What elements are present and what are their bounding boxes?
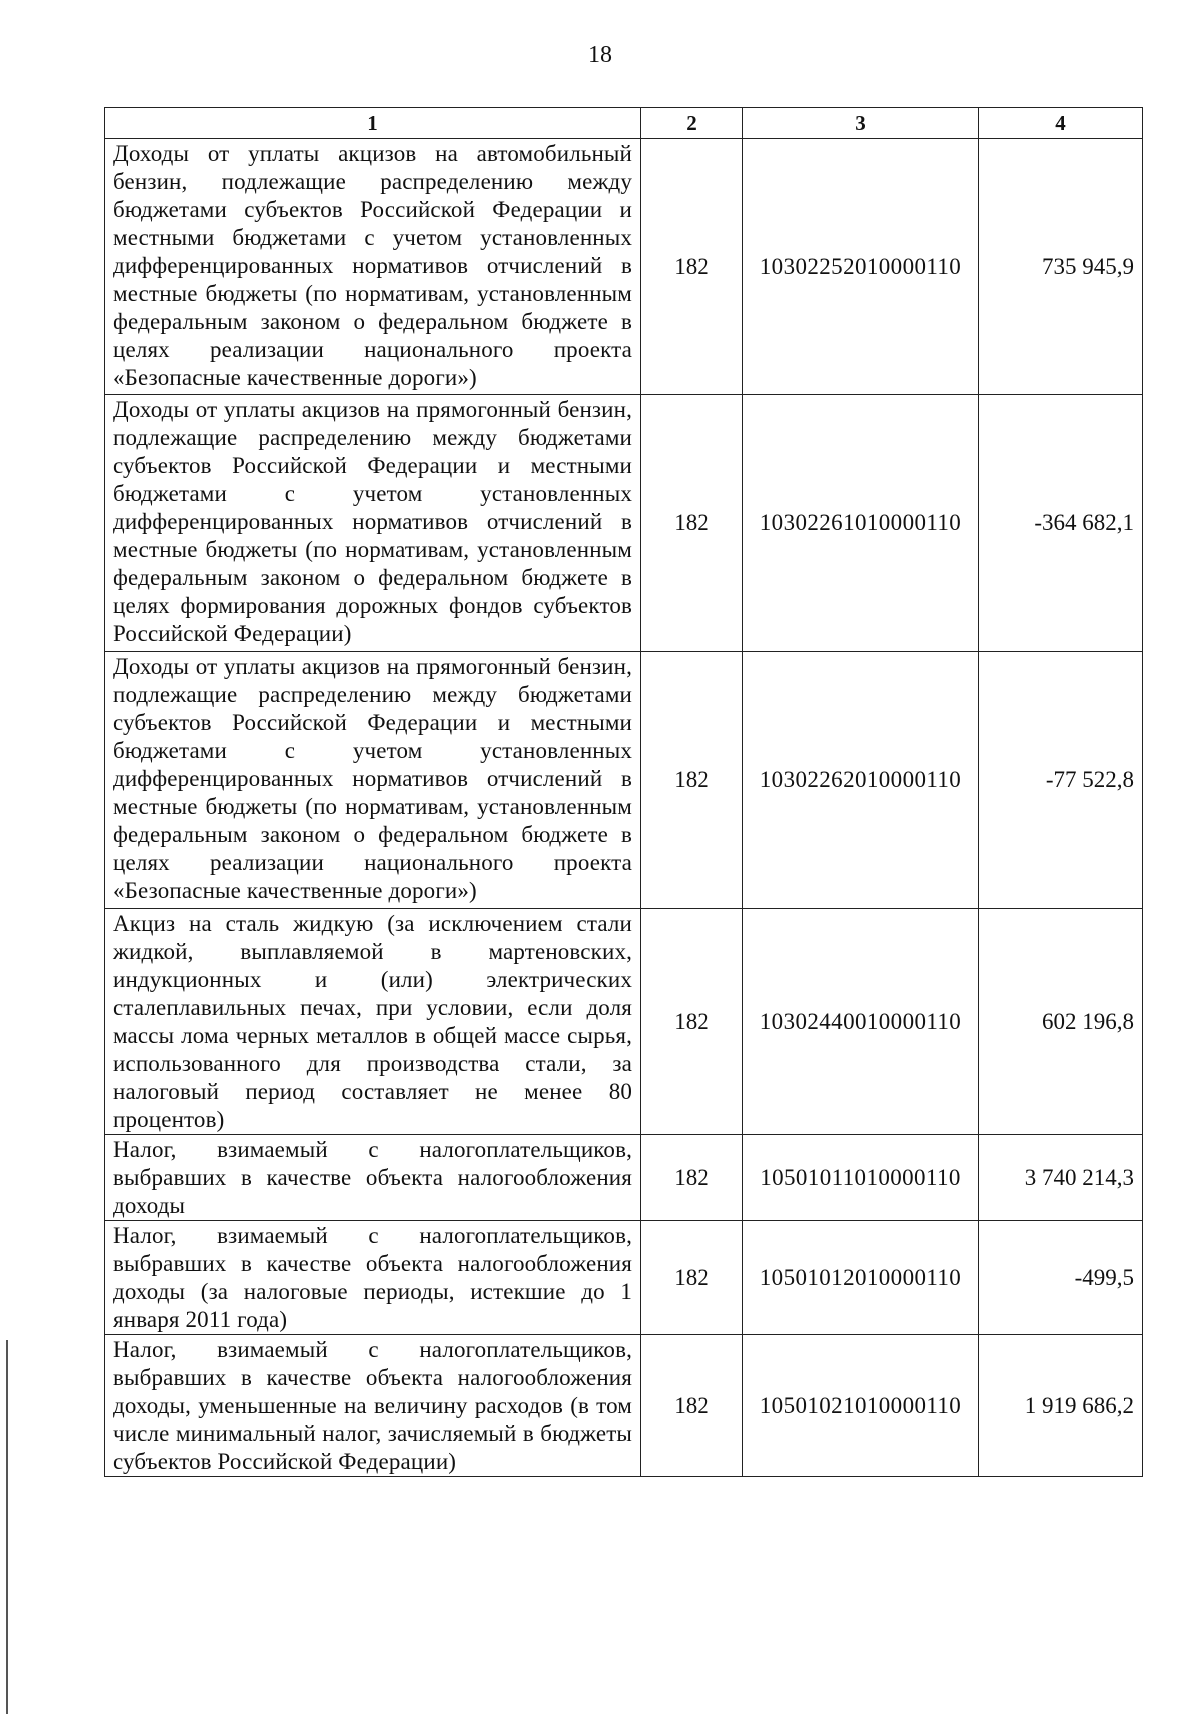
row-description: Доходы от уплаты акцизов на прямогонный бензин, подлежащие распределению между бюджетами субъектов Российской Федерации и местными бюджетами с учетом установленных дифференцированных нормативов отчислений в местные бюджеты (по нормативам, установленным федеральным законом о федеральном бюджете в целях реализации национального проекта «Безопасные качественные дороги») [105, 652, 641, 909]
table-row [105, 652, 1143, 909]
row-kbk: 10501012010000110 [743, 1221, 979, 1335]
page-number: 18 [588, 42, 612, 68]
table-row [105, 1135, 1143, 1221]
row-amount: 602 196,8 [979, 909, 1143, 1135]
scan-margin-line [6, 1340, 8, 1714]
row-admin-code: 182 [641, 1335, 743, 1477]
table-row [105, 395, 1143, 652]
row-amount: -499,5 [979, 1221, 1143, 1335]
row-amount: 735 945,9 [979, 139, 1143, 395]
row-amount: -364 682,1 [979, 395, 1143, 652]
row-description: Налог, взимаемый с налогоплательщиков, выбравших в качестве объекта налогообложения доходы (за налоговые периоды, истекшие до 1 января 2011 года) [105, 1221, 641, 1335]
row-admin-code: 182 [641, 139, 743, 395]
revenue-table [104, 107, 1143, 1477]
row-kbk: 10302262010000110 [743, 652, 979, 909]
row-kbk: 10302252010000110 [743, 139, 979, 395]
row-kbk: 10501011010000110 [743, 1135, 979, 1221]
row-amount: -77 522,8 [979, 652, 1143, 909]
row-kbk: 10501021010000110 [743, 1335, 979, 1477]
row-admin-code: 182 [641, 652, 743, 909]
row-description: Доходы от уплаты акцизов на автомобильный бензин, подлежащие распределению между бюджетами субъектов Российской Федерации и местными бюджетами с учетом установленных дифференцированных нормативов отчислений в местные бюджеты (по нормативам, установленным федеральным законом о федеральном бюджете в целях реализации национального проекта «Безопасные качественные дороги») [105, 139, 641, 395]
row-description: Налог, взимаемый с налогоплательщиков, выбравших в качестве объекта налогообложения доходы [105, 1135, 641, 1221]
row-kbk: 10302440010000110 [743, 909, 979, 1135]
row-amount: 1 919 686,2 [979, 1335, 1143, 1477]
column-header-amount: 4 [979, 108, 1143, 139]
table-row [105, 909, 1143, 1135]
row-admin-code: 182 [641, 1221, 743, 1335]
row-description: Доходы от уплаты акцизов на прямогонный бензин, подлежащие распределению между бюджетами субъектов Российской Федерации и местными бюджетами с учетом установленных дифференцированных нормативов отчислений в местные бюджеты (по нормативам, установленным федеральным законом о федеральном бюджете в целях формирования дорожных фондов субъектов Российской Федерации) [105, 395, 641, 652]
column-header-description: 1 [105, 108, 641, 139]
column-header-admin-code: 2 [641, 108, 743, 139]
table-row [105, 1221, 1143, 1335]
row-kbk: 10302261010000110 [743, 395, 979, 652]
row-admin-code: 182 [641, 1135, 743, 1221]
row-admin-code: 182 [641, 395, 743, 652]
table-row [105, 139, 1143, 395]
row-amount: 3 740 214,3 [979, 1135, 1143, 1221]
row-description: Налог, взимаемый с налогоплательщиков, выбравших в качестве объекта налогообложения доходы, уменьшенные на величину расходов (в том числе минимальный налог, зачисляемый в бюджеты субъектов Российской Федерации) [105, 1335, 641, 1477]
table-header-row [105, 108, 1143, 139]
row-admin-code: 182 [641, 909, 743, 1135]
column-header-kbk: 3 [743, 108, 979, 139]
table-row [105, 1335, 1143, 1477]
row-description: Акциз на сталь жидкую (за исключением стали жидкой, выплавляемой в мартеновских, индукционных и (или) электрических сталеплавильных печах, при условии, если доля массы лома черных металлов в общей массе сырья, использованного для производства стали, за налоговый период составляет не менее 80 процентов) [105, 909, 641, 1135]
